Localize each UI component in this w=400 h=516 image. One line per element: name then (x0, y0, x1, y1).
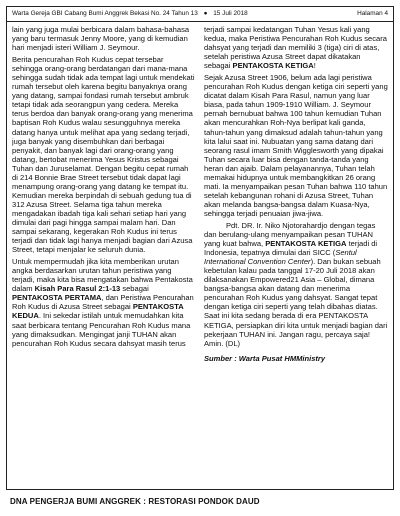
issue-date: 15 Juli 2018 (213, 10, 248, 17)
left-column (12, 25, 196, 485)
paragraph-text: Sejak Azusa Street 1906, belum ada lagi peristiwa pencurahan Roh Kudus dengan ketiga ciri seperti yang dicatat dalam Kisah Para Rasul, namun yang luar biasa, pada tahun 1909-1910 William. J. Seymour pernah bernubuat bahwa 100 tahun kemudian Tuhan akan mencurahkan Roh-Nya berlipat kali ganda, tahun-tahun yang dimaksud adalah tahun-tahun yang kita lalui saat ini. Nubuatan yang sama datang dari seorang rasul imam Smith Wigglesworth yang dipakai Tuhan secara luar bisa dengan tanda-tanda yang heran dan ajaib. Dalam pelayanannya, Tuhan telah memakai hidupnya untuk membangkitkan 26 orang mati. Ia menyampaikan pesan Tuhan bahwa 110 tahun setelah kebangunan rohani di Azusa Street, Tuhan akan melanda bangsa-bangsa dalam Kuasa-Nya, sehingga terjadi penuaian jiwa-jiwa. (204, 73, 388, 218)
article-body (12, 25, 388, 485)
emphasis-text: PENTAKOSTA KETIGA (265, 239, 347, 249)
paragraph (12, 55, 196, 254)
paragraph (204, 73, 388, 218)
page-number: Halaman 4 (357, 10, 388, 17)
emphasis-text: PENTAKOSTA PERTAMA (12, 293, 102, 303)
paragraph-text: ). Dan bukan sebuah kebetulan kalau pada tanggal 17-20 Juli 2018 akan dilaksanakan Empowered21 Asia – Global, dimana bangsa-bangsa akan datang dan menerima pencurahan Roh Kudus yang dahsyat. Sangat tepat dengan ketiga ciri seperti yang telah dibahas diatas. Saat ini kita sedang berada di era PENTAKOSTA KETIGA, persiapkan diri kita untuk menjadi bagian dari pekerjaan TUHAN ini. Jangan ragu, percaya saja! Amin. (DL) (204, 257, 388, 348)
paragraph-text: ! (313, 61, 316, 71)
page-frame (6, 6, 394, 490)
header-left (12, 7, 248, 21)
paragraph (12, 257, 196, 347)
paragraph-text: terjadi di Indonesia, tepatnya dimulai dari SICC ( (204, 239, 378, 258)
right-column (204, 25, 388, 485)
paragraph-text: sebagai (120, 284, 149, 294)
header-bullet: ● (203, 10, 208, 17)
newsletter-title: Warta Gereja GBI Cabang Bumi Anggrek Bekasi No. 24 Tahun 13 (12, 10, 198, 17)
paragraph-text: , dan Peristiwa Pencurahan Roh Kudus di Azusa Street sebagai (12, 293, 194, 312)
emphasis-text: Kisah Para Rasul 2:1-13 (34, 284, 121, 294)
paragraph-text: Untuk mempermudah jika kita memberikan urutan angka berdasarkan urutan tahun peristiwa yang terjadi, maka kita bisa mengatakan bahwa Pentakosta dalam (12, 257, 193, 294)
paragraph-text: . Ini sekedar istilah untuk memudahkan kita saat berbicara tentang Pencurahan Roh Kudus mana yang dimaksudkan. Mengingat janji TUHAN akan pencurahan Roh Kudus secara dahsyat masih terus (12, 311, 191, 348)
paragraph (12, 25, 196, 52)
paragraph-text: Sentul International Convention Center (204, 248, 357, 267)
paragraph-text: Pdt. DR. Ir. Niko Njotorahardjo dengan tegas dan berulang-ulang menyampaikan pesan TUHAN yang kuat bahwa, (204, 220, 376, 249)
paragraph (204, 25, 388, 70)
paragraph-text: Sumber : Warta Pusat HMMinistry (204, 353, 326, 363)
paragraph-text: Berita pencurahan Roh Kudus cepat tersebar sehingga orang-orang berdatangan dari mana-mana sehingga sudah tidak ada tempat lagi untuk mendekati rumah tersebut oleh karena begitu banyaknya orang yang datang, sampai fondasi rumah tersebut ambruk tetapi tidak ada seorangpun yang cedera. Mereka terus berdoa dan banyak orang-orang yang menerima baptisan Roh Kudus walau sesungguhnya mereka datang hanya untuk melihat apa yang sedang terjadi, juga banyak yang disembuhkan dari berbagai penyakit, dan banyak lagi dari orang-orang yang datang, bertobat menerima Yesus Kristus sebagai Tuhan dan Juruselamat. Dengan begitu cepat rumah di 214 Bonnie Brae Street tersebut tidak dapat lagi menampung orang-orang yang datang ke tempat itu. Kemudian mereka berpindah di sebuah gedung tua di 312 Azusa Street. Selama tiga tahun mereka mengadakan ibadah tiga kali sehari setiap hari yang dimulai dari pagi hingga sampai malam hari. Dan sampai sekarang, kegerakan Roh Kudus ini terus terjadi dan tidak lagi hanya menjadi bagian dari Azusa Street, tetapi menjalar ke seluruh dunia. (12, 55, 195, 255)
footer-motto: DNA PENGERJA BUMI ANGGREK : RESTORASI PONDOK DAUD (10, 497, 260, 506)
source-credit (204, 354, 388, 363)
paragraph-text: lain yang juga mulai berbicara dalam bahasa-bahasa yang baru termasuk Jenny Moore, yang di kemudian hari menjadi isteri William J. Seymour. (12, 25, 190, 53)
paragraph (204, 221, 388, 348)
paragraph-text: terjadi sampai kedatangan Tuhan Yesus kali yang kedua, maka Peristiwa Pencurahan Roh Kudus secara dahsyat yang terjadi dan memiliki 3 (tiga) ciri di atas, setelah peristiwa Azusa Street dapat dikatakan sebagai (204, 25, 387, 71)
emphasis-text: PENTAKOSTA KEDUA (12, 302, 184, 321)
page-header (7, 7, 393, 22)
emphasis-text: PENTAKOSTA KETIGA (232, 61, 314, 71)
